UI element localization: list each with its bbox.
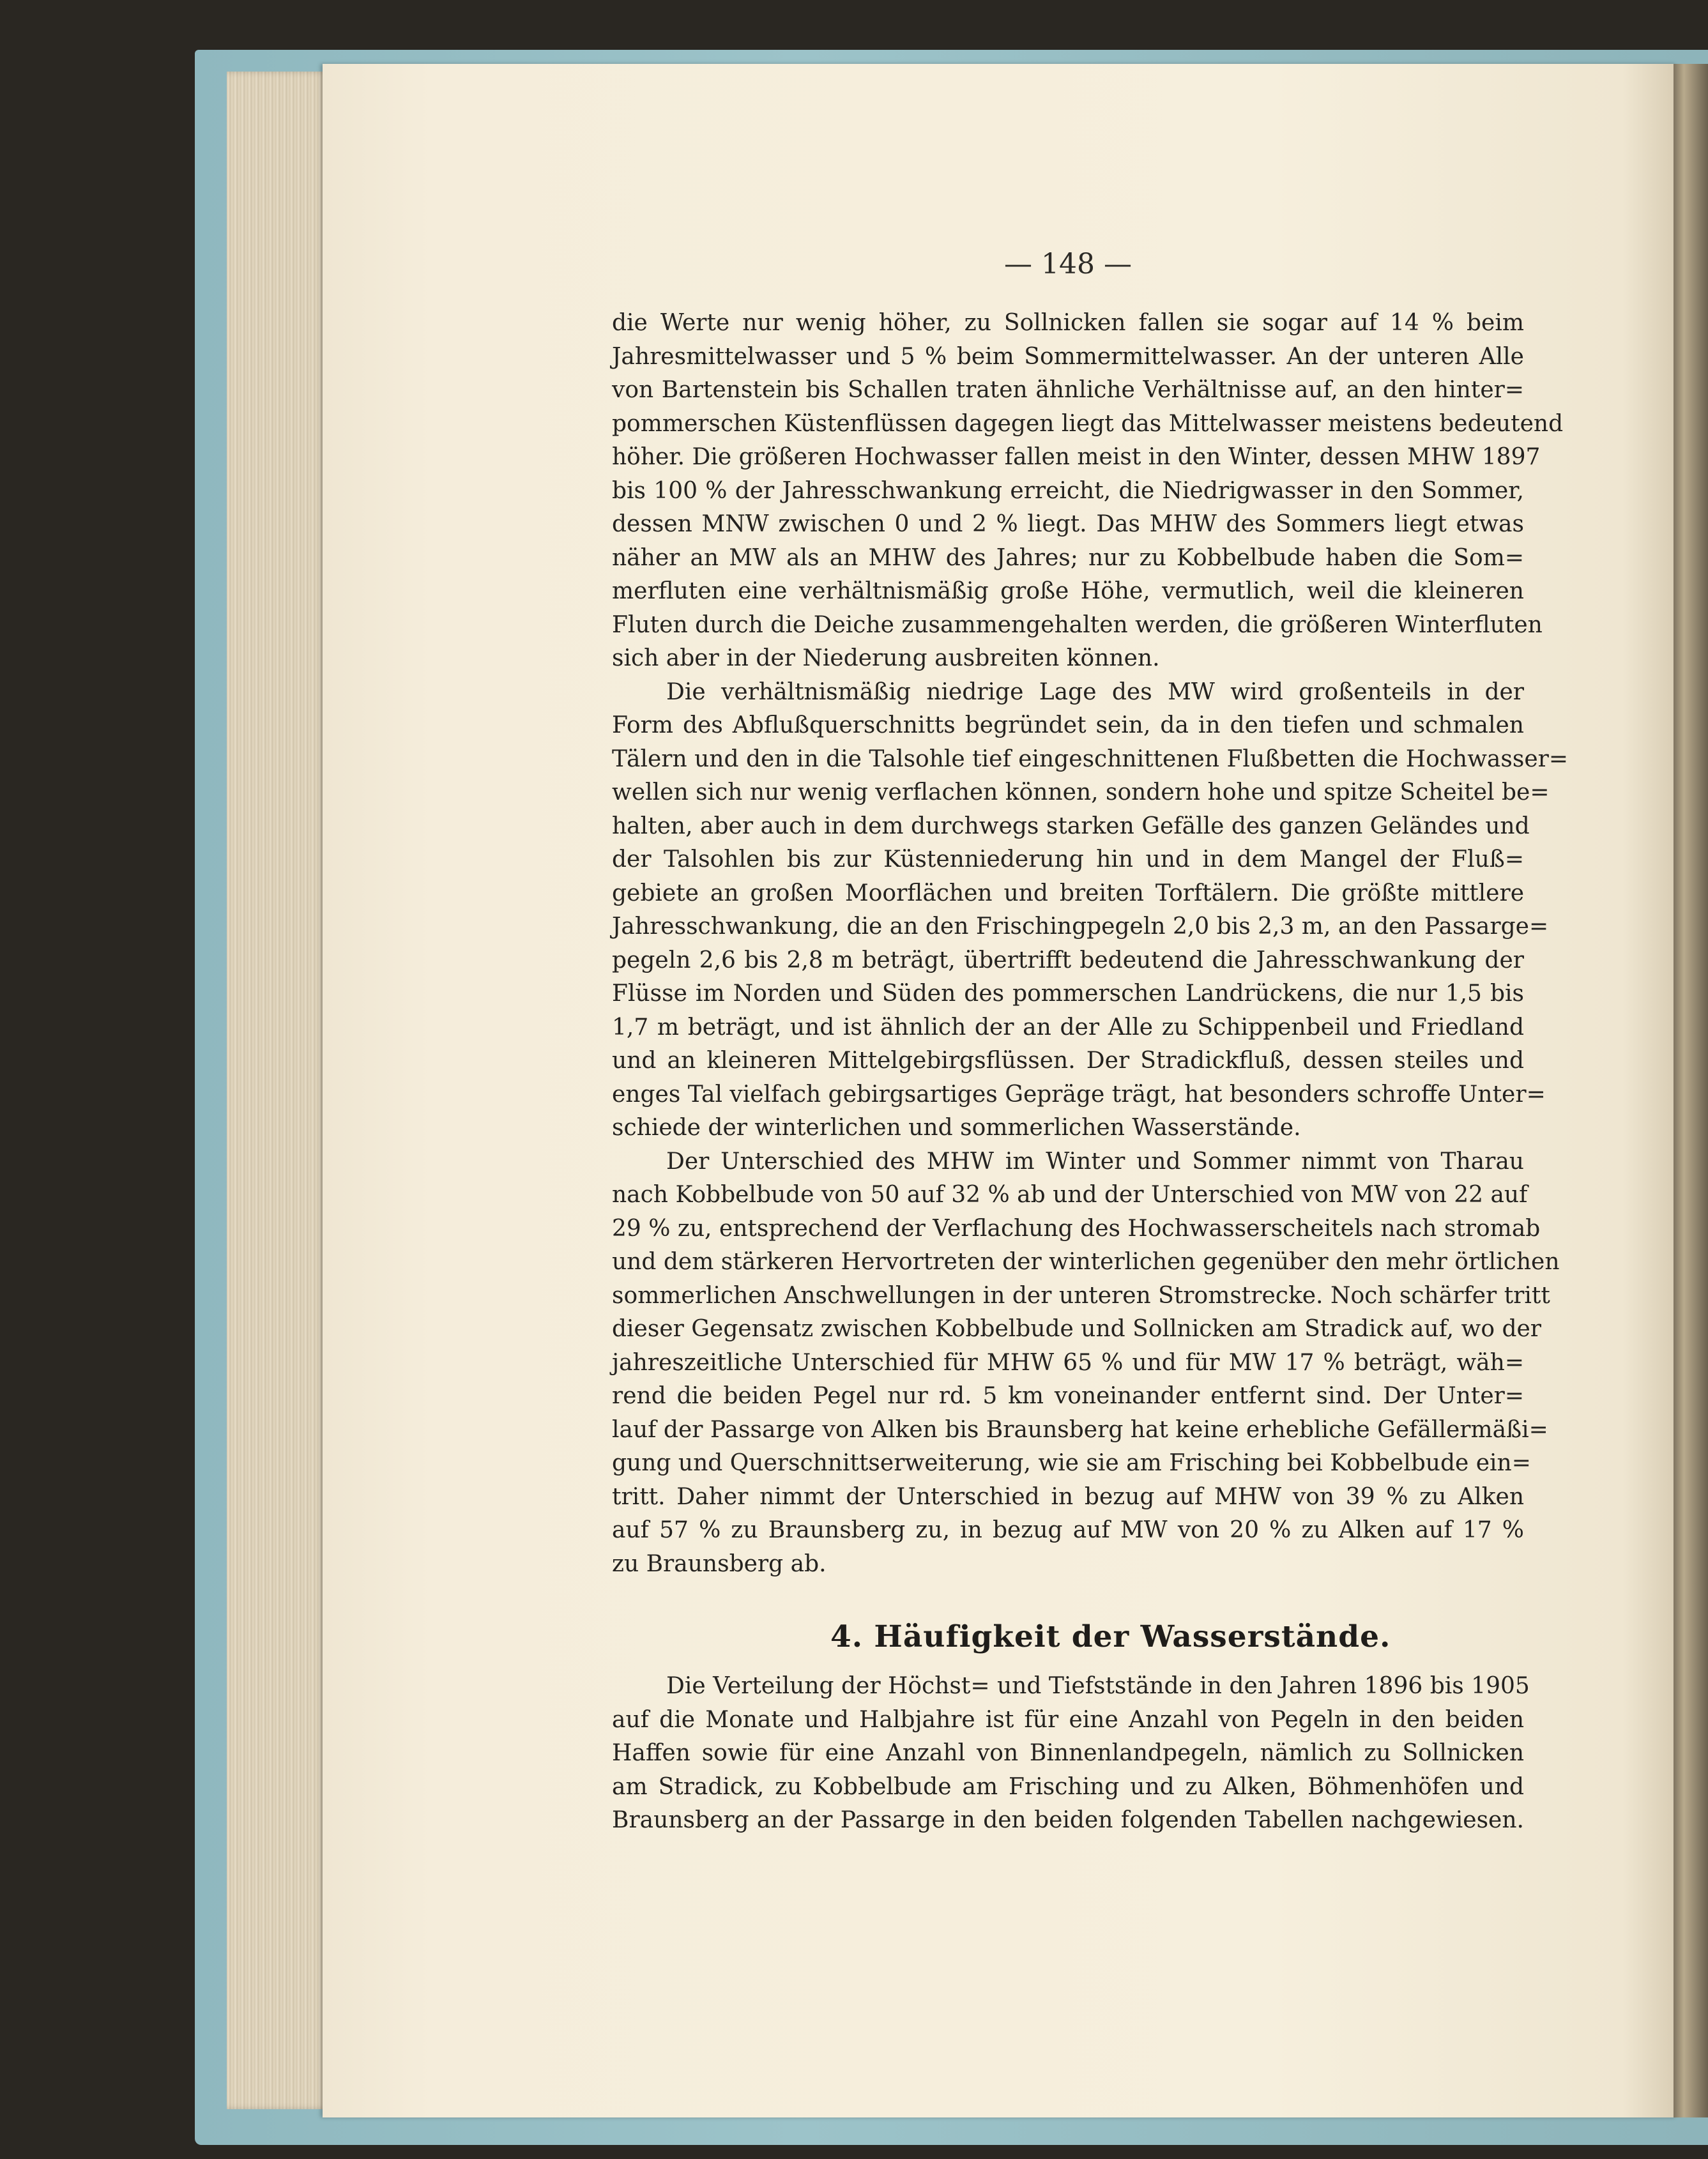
body-text	[612, 307, 1569, 1581]
text-line: Tälern und den in die Talsohle tief eingeschnittenen Flußbetten die Hochwasser=	[612, 745, 1569, 772]
text-line: der Talsohlen bis zur Küstenniederung hin und in dem Mangel der Fluß=	[612, 846, 1524, 873]
section-body-text	[612, 1670, 1530, 1838]
text-line: Haffen sowie für eine Anzahl von Binnenlandpegeln, nämlich zu Sollnicken	[612, 1740, 1524, 1766]
text-line: halten, aber auch in dem durchwegs starken Gefälle des ganzen Geländes und	[612, 812, 1530, 839]
text-line: und dem stärkeren Hervortreten der winterlichen gegenüber den mehr örtlichen	[612, 1249, 1560, 1275]
text-line: enges Tal vielfach gebirgsartiges Gepräge trägt, hat besonders schroffe Unter=	[612, 1081, 1546, 1108]
text-line: am Stradick, zu Kobbelbude am Frisching und zu Alken, Böhmenhöfen und	[612, 1773, 1524, 1800]
text-line: rend die beiden Pegel nur rd. 5 km voneinander entfernt sind. Der Unter=	[612, 1383, 1524, 1409]
text-line: zu Braunsberg ab.	[612, 1550, 827, 1577]
text-line: merfluten eine verhältnismäßig große Höhe, vermutlich, weil die kleineren	[612, 578, 1524, 604]
page-edges	[227, 72, 329, 2109]
text-line: auf 57 % zu Braunsberg zu, in bezug auf MW von 20 % zu Alken auf 17 %	[612, 1517, 1524, 1543]
text-line: Jahresmittelwasser und 5 % beim Sommermittelwasser. An der unteren Alle	[612, 343, 1524, 370]
text-line: auf die Monate und Halbjahre ist für eine Anzahl von Pegeln in den beiden	[612, 1706, 1524, 1733]
text-line: bis 100 % der Jahresschwankung erreicht, die Niedrigwasser in den Sommer,	[612, 477, 1524, 504]
text-line: Braunsberg an der Passarge in den beiden folgenden Tabellen nachgewiesen.	[612, 1807, 1524, 1833]
text-line: die Werte nur wenig höher, zu Sollnicken fallen sie sogar auf 14 % beim	[612, 310, 1524, 336]
text-line: näher an MW als an MHW des Jahres; nur zu Kobbelbude haben die Som=	[612, 544, 1524, 571]
text-line: 29 % zu, entsprechend der Verflachung des Hochwasserscheitels nach stromab	[612, 1215, 1541, 1242]
text-line: pegeln 2,6 bis 2,8 m beträgt, übertrifft bedeutend die Jahresschwankung der	[612, 947, 1524, 973]
text-line: schiede der winterlichen und sommerlichen Wasserstände.	[612, 1115, 1301, 1141]
text-line: tritt. Daher nimmt der Unterschied in bezug auf MHW von 39 % zu Alken	[612, 1483, 1524, 1510]
text-line: dessen MNW zwischen 0 und 2 % liegt. Das MHW des Sommers liegt etwas	[612, 511, 1524, 537]
text-line: 1,7 m beträgt, und ist ähnlich der an der Alle zu Schippenbeil und Friedland	[612, 1014, 1524, 1041]
text-line: Form des Abflußquerschnitts begründet sein, da in den tiefen und schmalen	[612, 712, 1524, 738]
text-line: nach Kobbelbude von 50 auf 32 % ab und der Unterschied von MW von 22 auf	[612, 1182, 1528, 1208]
text-line: pommerschen Küstenflüssen dagegen liegt das Mittelwasser meistens bedeutend	[612, 410, 1564, 437]
text-line: Die verhältnismäßig niedrige Lage des MW wird großenteils in der	[666, 678, 1524, 705]
text-line: gung und Querschnittserweiterung, wie sie am Frisching bei Kobbelbude ein=	[612, 1450, 1531, 1476]
text-line: sich aber in der Niederung ausbreiten können.	[612, 645, 1160, 671]
text-line: jahreszeitliche Unterschied für MHW 65 % und für MW 17 % beträgt, wäh=	[612, 1349, 1524, 1376]
text-line: Der Unterschied des MHW im Winter und Sommer nimmt von Tharau	[666, 1148, 1524, 1175]
section-heading: 4. Häufigkeit der Wasserstände.	[830, 1619, 1391, 1654]
text-line: Flüsse im Norden und Süden des pommerschen Landrückens, die nur 1,5 bis	[612, 980, 1524, 1007]
next-page-edge	[1674, 64, 1708, 2117]
page-number: — 148 —	[1004, 248, 1132, 280]
text-line: wellen sich nur wenig verflachen können, sondern hohe und spitze Scheitel be=	[612, 779, 1550, 805]
text-line: sommerlichen Anschwellungen in der unteren Stromstrecke. Noch schärfer tritt	[612, 1282, 1550, 1309]
text-line: Jahresschwankung, die an den Frischingpegeln 2,0 bis 2,3 m, an den Passarge=	[612, 913, 1549, 940]
text-line: lauf der Passarge von Alken bis Braunsberg hat keine erhebliche Gefällermäßi=	[612, 1416, 1548, 1443]
text-line: Fluten durch die Deiche zusammengehalten werden, die größeren Winterfluten	[612, 611, 1543, 638]
text-line: Die Verteilung der Höchst= und Tiefststände in den Jahren 1896 bis 1905	[666, 1673, 1530, 1699]
text-line: von Bartenstein bis Schallen traten ähnliche Verhältnisse auf, an den hinter=	[612, 377, 1524, 403]
text-line: gebiete an großen Moorflächen und breiten Torftälern. Die größte mittlere	[612, 880, 1524, 906]
text-line: höher. Die größeren Hochwasser fallen meist in den Winter, dessen MHW 1897	[612, 444, 1541, 470]
text-line: dieser Gegensatz zwischen Kobbelbude und Sollnicken am Stradick auf, wo der	[612, 1316, 1542, 1342]
text-line: und an kleineren Mittelgebirgsflüssen. Der Stradickfluß, dessen steiles und	[612, 1048, 1524, 1074]
